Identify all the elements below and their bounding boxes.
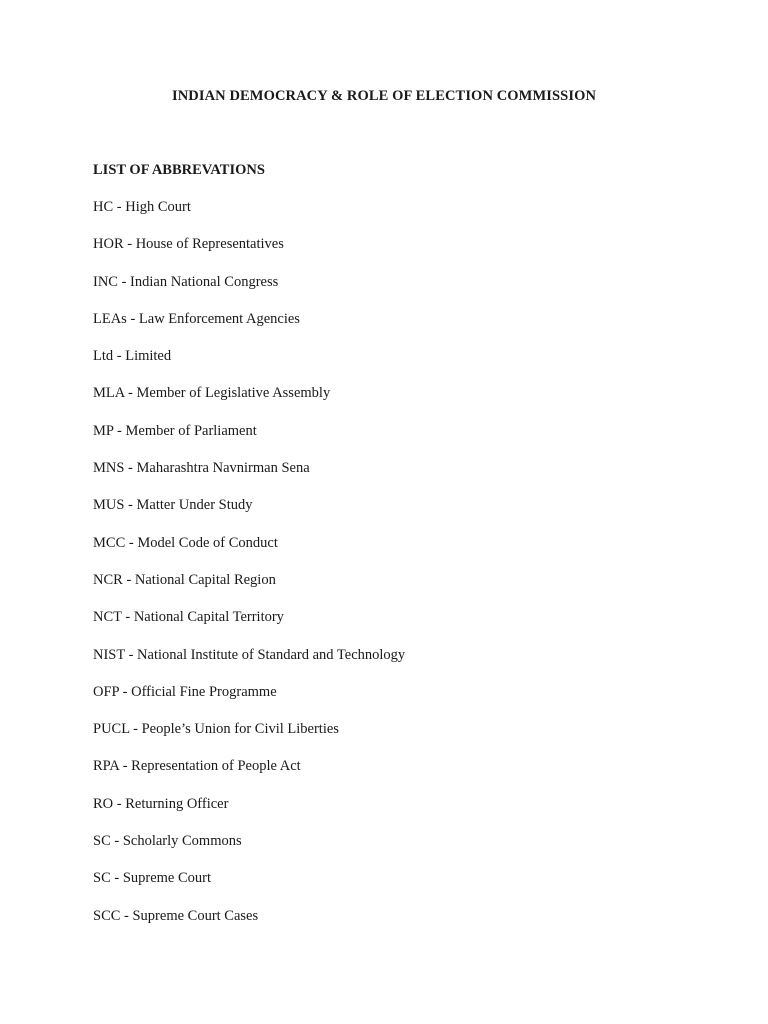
abbreviation-item: MUS - Matter Under Study bbox=[93, 497, 253, 514]
abbreviation-item: HC - High Court bbox=[93, 199, 191, 215]
abbreviation-item: SCC - Supreme Court Cases bbox=[93, 907, 259, 924]
abbreviation-item: HOR - House of Representatives bbox=[93, 236, 284, 253]
abbreviation-item: SC - Scholarly Commons bbox=[93, 833, 242, 850]
abbreviation-item: LEAs - Law Enforcement Agencies bbox=[93, 310, 300, 327]
abbreviation-item: MP - Member of Parliament bbox=[93, 422, 257, 439]
abbreviation-item: MNS - Maharashtra Navnirman Sena bbox=[93, 460, 310, 477]
document-title: INDIAN DEMOCRACY & ROLE OF ELECTION COMMISSION bbox=[171, 88, 597, 104]
abbreviation-item: MLA - Member of Legislative Assembly bbox=[93, 385, 331, 402]
abbreviation-item: INC - Indian National Congress bbox=[93, 273, 279, 290]
abbreviation-item: NCT - National Capital Territory bbox=[93, 609, 284, 626]
section-heading: LIST OF ABBREVATIONS bbox=[93, 162, 265, 178]
abbreviation-item: OFP - Official Fine Programme bbox=[93, 683, 277, 700]
abbreviation-list bbox=[93, 197, 405, 943]
abbreviation-item: Ltd - Limited bbox=[93, 348, 172, 365]
abbreviation-item: NCR - National Capital Region bbox=[93, 571, 276, 588]
abbreviation-item: RO - Returning Officer bbox=[93, 795, 229, 812]
abbreviation-item: MCC - Model Code of Conduct bbox=[93, 534, 278, 551]
abbreviation-item: SC - Supreme Court bbox=[93, 870, 212, 887]
abbreviation-item: PUCL - People’s Union for Civil Liberties bbox=[93, 721, 339, 738]
abbreviation-item: RPA - Representation of People Act bbox=[93, 758, 301, 775]
abbreviation-item: NIST - National Institute of Standard and Technology bbox=[93, 646, 406, 663]
